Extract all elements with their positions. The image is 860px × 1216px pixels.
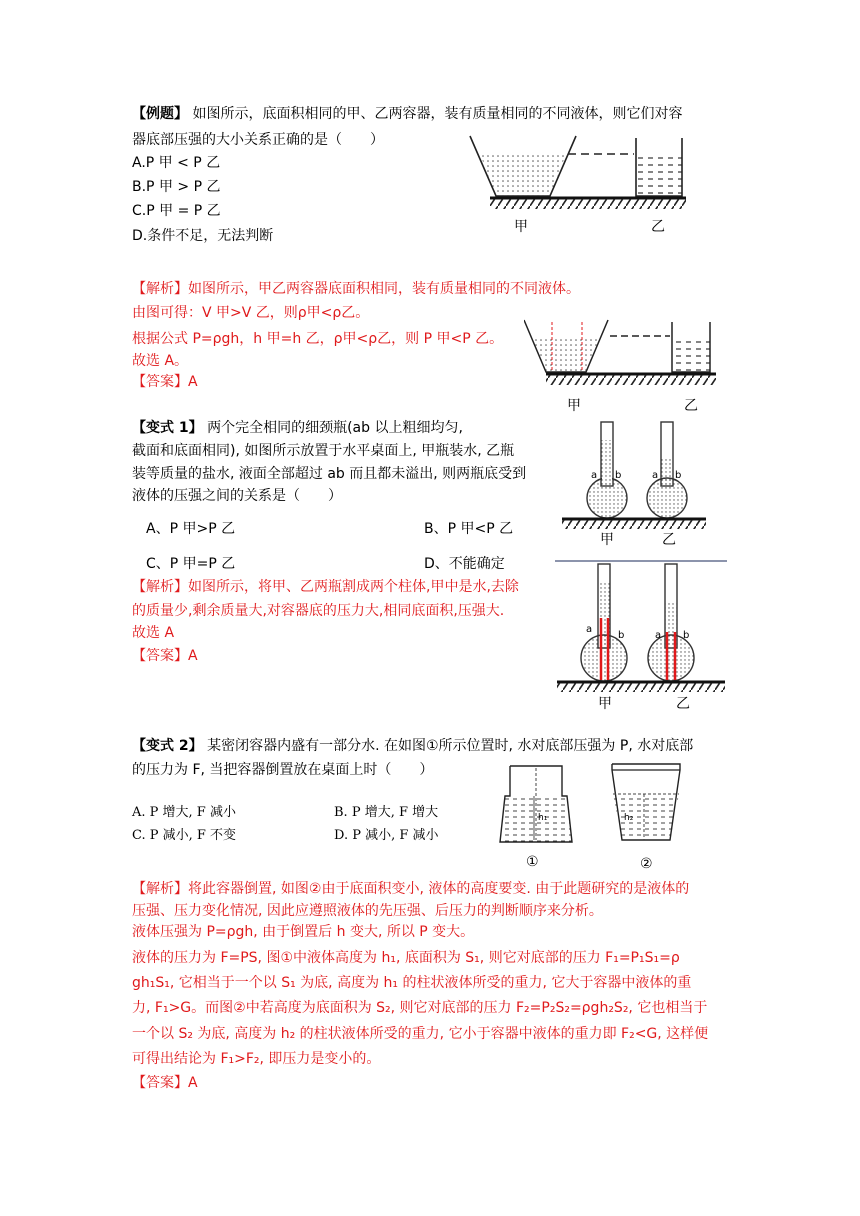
- variant2-answer: 【答案】A: [132, 1075, 198, 1091]
- variant1-option-d: D、不能确定: [424, 556, 505, 572]
- variant1-analysis-fig-label-yi: 乙: [676, 696, 690, 712]
- variant2-stem-line-2: 的压力为 F, 当把容器倒置放在桌面上时（ ）: [132, 762, 434, 778]
- variant2-fig-label-h1: h₁: [538, 813, 548, 823]
- variant1-analysis-fig-label-a2: a: [655, 630, 662, 641]
- example-analysis-line-1: 【解析】如图所示，甲乙两容器底面积相同，装有质量相同的不同液体。: [132, 281, 580, 297]
- variant1-answer: 【答案】A: [132, 648, 198, 664]
- example-analysis-fig-label-yi: 乙: [684, 398, 698, 414]
- variant1-analysis-fig-label-a: a: [586, 624, 593, 635]
- variant1-fig-label-a2: a: [652, 470, 659, 481]
- example-option-b: B.P 甲 > P 乙: [132, 179, 221, 195]
- variant1-fig-label-a: a: [591, 470, 598, 481]
- variant1-option-a: A、P 甲>P 乙: [146, 521, 236, 537]
- variant1-analysis-line-2: 的质量少,剩余质量大,对容器底的压力大,相同底面积,压强大.: [132, 603, 505, 619]
- example-answer: 【答案】A: [132, 374, 198, 390]
- variant2-fig-label-2: ②: [640, 856, 653, 872]
- variant1-fig-label-b: b: [615, 470, 622, 481]
- variant1-analysis-line-3: 故选 A: [132, 625, 175, 641]
- variant1-analysis-fig-label-b2: b: [683, 630, 690, 641]
- variant1-analysis-line-1: 【解析】如图所示，将甲、乙两瓶割成两个柱体,甲中是水,去除: [132, 579, 519, 595]
- example-option-a: A.P 甲 < P 乙: [132, 155, 221, 171]
- variant1-analysis-fig-label-b: b: [618, 630, 625, 641]
- variant2-figure-2: [604, 760, 688, 850]
- example-analysis-fig-label-jia: 甲: [567, 398, 581, 414]
- example-analysis-line-3: 根据公式 P=ρgh，h 甲=h 乙，ρ甲<ρ乙，则 P 甲<P 乙。: [132, 331, 504, 347]
- variant2-analysis-line-5: gh₁S₁, 它相当于一个以 S₁ 为底, 高度为 h₁ 的柱状液体所受的重力, 它大于容器中液体的重: [132, 975, 692, 991]
- example-stem-line-1: 【例题】 如图所示，底面积相同的甲、乙两容器，装有质量相同的不同液体，则它们对容: [132, 106, 683, 122]
- variant2-analysis-line-4: 液体的压力为 F=PS, 图①中液体高度为 h₁, 底面积为 S₁, 则它对底部的压力 F₁=P₁S₁=ρ: [132, 950, 680, 966]
- variant2-figure-1: [496, 760, 580, 850]
- variant1-fig-label-yi: 乙: [662, 532, 676, 548]
- variant2-analysis-line-6: 力, F₁>G。而图②中若高度为底面积为 S₂, 则它对底部的压力 F₂=P₂S₂=ρgh₂S₂, 它也相当于: [132, 1000, 708, 1016]
- variant1-stem-line-2: 截面和底面相同), 如图所示放置于水平桌面上, 甲瓶装水, 乙瓶: [132, 443, 515, 459]
- variant1-figure-analysis: [555, 558, 727, 698]
- example-stem-line-2: 器底部压强的大小关系正确的是（ ）: [132, 132, 384, 148]
- variant1-option-c: C、P 甲=P 乙: [146, 556, 236, 572]
- variant1-stem-line-4: 液体的压强之间的关系是（ ）: [132, 488, 342, 504]
- variant2-analysis-line-8: 可得出结论为 F₁>F₂, 即压力是变小的。: [132, 1051, 381, 1067]
- variant2-option-a: A. P 增大, F 减小: [132, 805, 236, 820]
- variant1-stem-line-1: 【变式 1】 两个完全相同的细颈瓶(ab 以上粗细均匀,: [132, 420, 463, 436]
- variant2-fig-label-h2: h₂: [624, 813, 634, 823]
- variant2-analysis-line-2: 压强、压力变化情况, 因此应遵照液体的先压强、后压力的判断顺序来分析。: [132, 903, 603, 919]
- example-fig-label-jia: 甲: [514, 219, 528, 235]
- variant2-option-c: C. P 减小, F 不变: [132, 828, 237, 843]
- variant2-analysis-line-7: 一个以 S₂ 为底, 高度为 h₂ 的柱状液体所受的重力, 它小于容器中液体的重力即 F₂<G, 这样便: [132, 1026, 709, 1042]
- example-fig-label-yi: 乙: [651, 219, 665, 235]
- variant2-stem-line-1: 【变式 2】 某密闭容器内盛有一部分水. 在如图①所示位置时, 水对底部压强为 P, 水对底部: [132, 738, 694, 754]
- variant1-fig-label-jia: 甲: [600, 532, 614, 548]
- variant2-fig-label-1: ①: [526, 854, 539, 870]
- example-analysis-line-2: 由图可得：V 甲>V 乙，则ρ甲<ρ乙。: [132, 305, 370, 321]
- example-option-c: C.P 甲 = P 乙: [132, 203, 221, 219]
- variant1-stem-line-3: 装等质量的盐水, 液面全部超过 ab 而且都未溢出, 则两瓶底受到: [132, 466, 527, 482]
- variant2-option-d: D. P 减小, F 减小: [334, 828, 439, 843]
- variant1-option-b: B、P 甲<P 乙: [424, 521, 514, 537]
- variant2-analysis-line-1: 【解析】将此容器倒置, 如图②由于底面积变小, 液体的高度要变. 由于此题研究的是液体的: [132, 881, 690, 897]
- variant2-option-b: B. P 增大, F 增大: [334, 805, 439, 820]
- example-figure-analysis: [524, 318, 720, 390]
- variant1-fig-label-b2: b: [675, 470, 682, 481]
- example-option-d: D.条件不足，无法判断: [132, 228, 274, 244]
- example-analysis-line-4: 故选 A。: [132, 353, 189, 369]
- variant1-figure-bottles: [560, 418, 710, 534]
- variant1-analysis-fig-label-jia: 甲: [598, 696, 612, 712]
- variant2-analysis-line-3: 液体压强为 P=ρgh, 由于倒置后 h 变大, 所以 P 变大。: [132, 924, 475, 940]
